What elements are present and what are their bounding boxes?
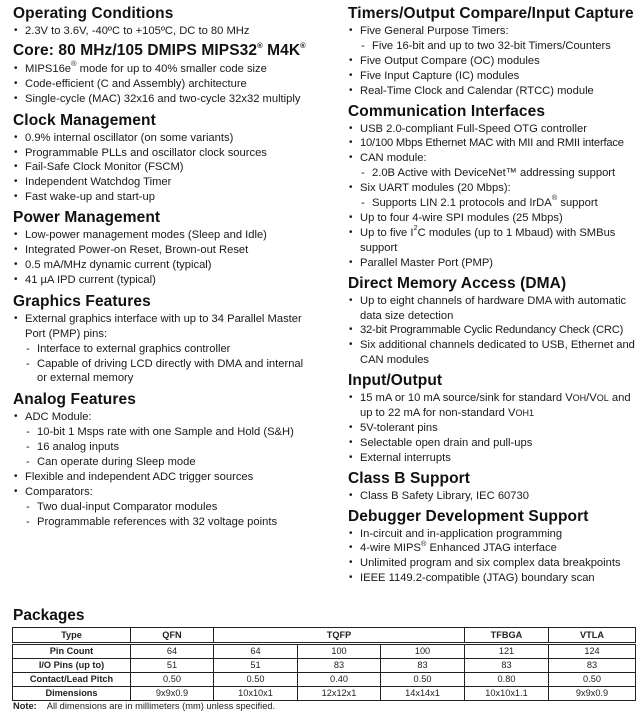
section-title: Graphics Features [13, 292, 151, 310]
row-label: Dimensions [13, 687, 131, 701]
section-analog-features [13, 391, 333, 529]
section-title: Direct Memory Access (DMA) [348, 274, 567, 292]
list-item: • Up to eight channels of hardware DMA with automatic data size detection [348, 294, 640, 324]
list-subitem: - 2.0B Active with DeviceNet™ addressing support [348, 166, 640, 181]
list-item: • 0.9% internal oscillator (on some variants) [13, 131, 333, 146]
list-item: • Low-power management modes (Sleep and Idle) [13, 228, 333, 243]
left-column [13, 0, 333, 530]
section-input-output [348, 372, 640, 466]
list-subitem: - Can operate during Sleep mode [13, 455, 333, 470]
list-item: • 32-bit Programmable Cyclic Redundancy Check (CRC) [348, 323, 640, 338]
table-cell: 12x12x1 [298, 687, 381, 701]
list-item: • USB 2.0-compliant Full-Speed OTG controller [348, 122, 640, 137]
list-item: • Flexible and independent ADC trigger sources [13, 470, 333, 485]
list-item: • External interrupts [348, 451, 640, 466]
packages-table [12, 627, 636, 701]
table-cell: 9x9x0.9 [549, 687, 636, 701]
section-clock-management [13, 112, 333, 206]
list-item: • External graphics interface with up to 34 Parallel Master Port (PMP) pins: [13, 312, 313, 342]
section-title: Class B Support [348, 469, 471, 487]
item-text: mode for up to 40% smaller code size [76, 62, 267, 75]
table-row [13, 644, 636, 659]
section-debugger-support [348, 508, 640, 587]
section-class-b-support [348, 470, 640, 504]
section-title: Analog Features [13, 391, 136, 409]
header-qfn: QFN [131, 628, 214, 644]
list-item: • Code-efficient (C and Assembly) architecture [13, 77, 333, 92]
table-cell: 64 [131, 644, 214, 659]
list-item: • Six additional channels dedicated to USB, Ethernet and CAN modules [348, 338, 640, 368]
section-title: Communication Interfaces [348, 102, 546, 120]
list-item: • Up to four 4-wire SPI modules (25 Mbps) [348, 211, 640, 226]
list-item: • Five Input Capture (IC) modules [348, 69, 640, 84]
list-subitem: - Programmable references with 32 voltage points [13, 515, 333, 530]
list-item: • Five General Purpose Timers: [348, 24, 640, 39]
list-item: • Unlimited program and six complex data breakpoints [348, 556, 640, 571]
list-subitem: - Capable of driving LCD directly with DMA and internal or external memory [13, 357, 313, 387]
table-cell: 100 [298, 644, 381, 659]
list-item: • ADC Module: [13, 410, 333, 425]
note-label: Note: [13, 701, 37, 711]
title-text: M4K [262, 41, 301, 59]
list-item: • CAN module: [348, 151, 640, 166]
section-communication-interfaces [348, 103, 640, 271]
table-cell: 100 [381, 644, 465, 659]
list-item: • Comparators: [13, 485, 333, 500]
list-item: • 2.3V to 3.6V, -40ºC to +105ºC, DC to 80 MHz [13, 24, 333, 39]
section-dma [348, 275, 640, 369]
row-label: Contact/Lead Pitch [13, 673, 131, 687]
section-title: Clock Management [13, 111, 156, 129]
table-header-row [13, 628, 636, 644]
item-text: Up to five I [360, 226, 414, 239]
superscript-2: 2 [413, 223, 418, 233]
table-cell: 0.80 [465, 673, 549, 687]
section-core [13, 42, 333, 107]
section-power-management [13, 209, 333, 288]
table-cell: 83 [381, 659, 465, 673]
title-text: Core: 80 MHz/105 DMIPS MIPS32 [13, 41, 258, 59]
table-cell: 9x9x0.9 [131, 687, 214, 701]
item-text: 4-wire MIPS [360, 542, 421, 555]
list-item [13, 59, 333, 77]
section-title: Input/Output [348, 372, 443, 390]
registered-mark: ® [71, 59, 77, 69]
section-graphics-features [13, 293, 333, 387]
list-subitem: - Interface to external graphics controller [13, 342, 313, 357]
list-item: • Parallel Master Port (PMP) [348, 256, 640, 271]
table-cell: 51 [214, 659, 298, 673]
item-text: MIPS16e [25, 62, 72, 75]
section-title: Power Management [13, 209, 161, 227]
list-item: • Fail-Safe Clock Monitor (FSCM) [13, 160, 333, 175]
list-item: • 0.5 mA/MHz dynamic current (typical) [13, 258, 333, 273]
table-cell: 0.50 [549, 673, 636, 687]
registered-mark: ® [300, 40, 306, 50]
table-cell: 83 [298, 659, 381, 673]
list-item: • Six UART modules (20 Mbps): [348, 181, 640, 196]
item-text: and up to 22 mA for non-standard V [360, 392, 631, 420]
header-tqfp: TQFP [214, 628, 465, 644]
item-text: Supports LIN 2.1 protocols and IrDA [372, 197, 552, 210]
table-cell: 0.40 [298, 673, 381, 687]
list-item [348, 538, 640, 556]
list-item: • Fast wake-up and start-up [13, 190, 333, 205]
list-item: • Single-cycle (MAC) 32x16 and two-cycle 32x32 multiply [13, 92, 333, 107]
table-row [13, 659, 636, 673]
item-text: C modules (up to 1 Mbaud) with SMBus support [360, 226, 616, 254]
subscript-text: OH [572, 393, 587, 404]
list-item: • Integrated Power-on Reset, Brown-out Reset [13, 243, 333, 258]
header-tfbga: TFBGA [465, 628, 549, 644]
list-subitem: - Two dual-input Comparator modules [13, 500, 333, 515]
table-cell: 10x10x1 [214, 687, 298, 701]
table-cell: 64 [214, 644, 298, 659]
list-item: • Programmable PLLs and oscillator clock sources [13, 146, 333, 161]
list-item: • IEEE 1149.2-compatible (JTAG) boundary scan [348, 571, 640, 586]
right-column [348, 0, 640, 586]
list-item: • Real-Time Clock and Calendar (RTCC) module [348, 84, 640, 99]
list-item: • Selectable open drain and pull-ups [348, 436, 640, 451]
item-text: /V [586, 392, 597, 405]
table-cell: 0.50 [381, 673, 465, 687]
subscript-text: OL [596, 393, 609, 404]
table-row [13, 673, 636, 687]
table-cell: 83 [465, 659, 549, 673]
table-cell: 83 [549, 659, 636, 673]
list-item: • 41 µA IPD current (typical) [13, 273, 333, 288]
registered-mark: ® [257, 40, 263, 50]
list-subitem: - 16 analog inputs [13, 440, 333, 455]
list-item: • 10/100 Mbps Ethernet MAC with MII and RMII interface [348, 136, 640, 151]
table-cell: 124 [549, 644, 636, 659]
packages-title: Packages [13, 607, 85, 624]
list-item: • Five Output Compare (OC) modules [348, 54, 640, 69]
list-subitem [348, 193, 640, 211]
header-type: Type [13, 628, 131, 644]
table-cell: 51 [131, 659, 214, 673]
packages-note [13, 700, 275, 712]
table-cell: 10x10x1.1 [465, 687, 549, 701]
list-item [348, 223, 640, 256]
section-operating-conditions [13, 5, 333, 39]
registered-mark: ® [551, 193, 558, 203]
section-title [13, 42, 333, 60]
table-cell: 121 [465, 644, 549, 659]
list-item: • Class B Safety Library, IEC 60730 [348, 489, 640, 504]
section-title: Debugger Development Support [348, 507, 589, 525]
item-text: Enhanced JTAG interface [426, 542, 557, 555]
list-item: • In-circuit and in-application programming [348, 527, 640, 542]
item-text: support [557, 197, 598, 210]
row-label: I/O Pins (up to) [13, 659, 131, 673]
list-subitem: - 10-bit 1 Msps rate with one Sample and Hold (S&H) [13, 425, 333, 440]
section-title: Operating Conditions [13, 5, 174, 22]
list-subitem: - Five 16-bit and up to two 32-bit Timers/Counters [348, 39, 640, 54]
subscript-text: OH1 [515, 408, 534, 419]
registered-mark: ® [420, 538, 427, 548]
section-title: Timers/Output Compare/Input Capture [348, 5, 634, 22]
section-timers [348, 5, 640, 99]
note-text: All dimensions are in millimeters (mm) unless specified. [46, 701, 276, 711]
table-cell: 0.50 [131, 673, 214, 687]
table-row [13, 687, 636, 701]
table-cell: 14x14x1 [381, 687, 465, 701]
list-item: • 5V-tolerant pins [348, 421, 640, 436]
list-item: • Independent Watchdog Timer [13, 175, 333, 190]
header-vtla: VTLA [549, 628, 636, 644]
item-text: 15 mA or 10 mA source/sink for standard V [360, 392, 573, 405]
list-item [348, 391, 640, 421]
table-cell: 0.50 [214, 673, 298, 687]
row-label: Pin Count [13, 644, 131, 659]
